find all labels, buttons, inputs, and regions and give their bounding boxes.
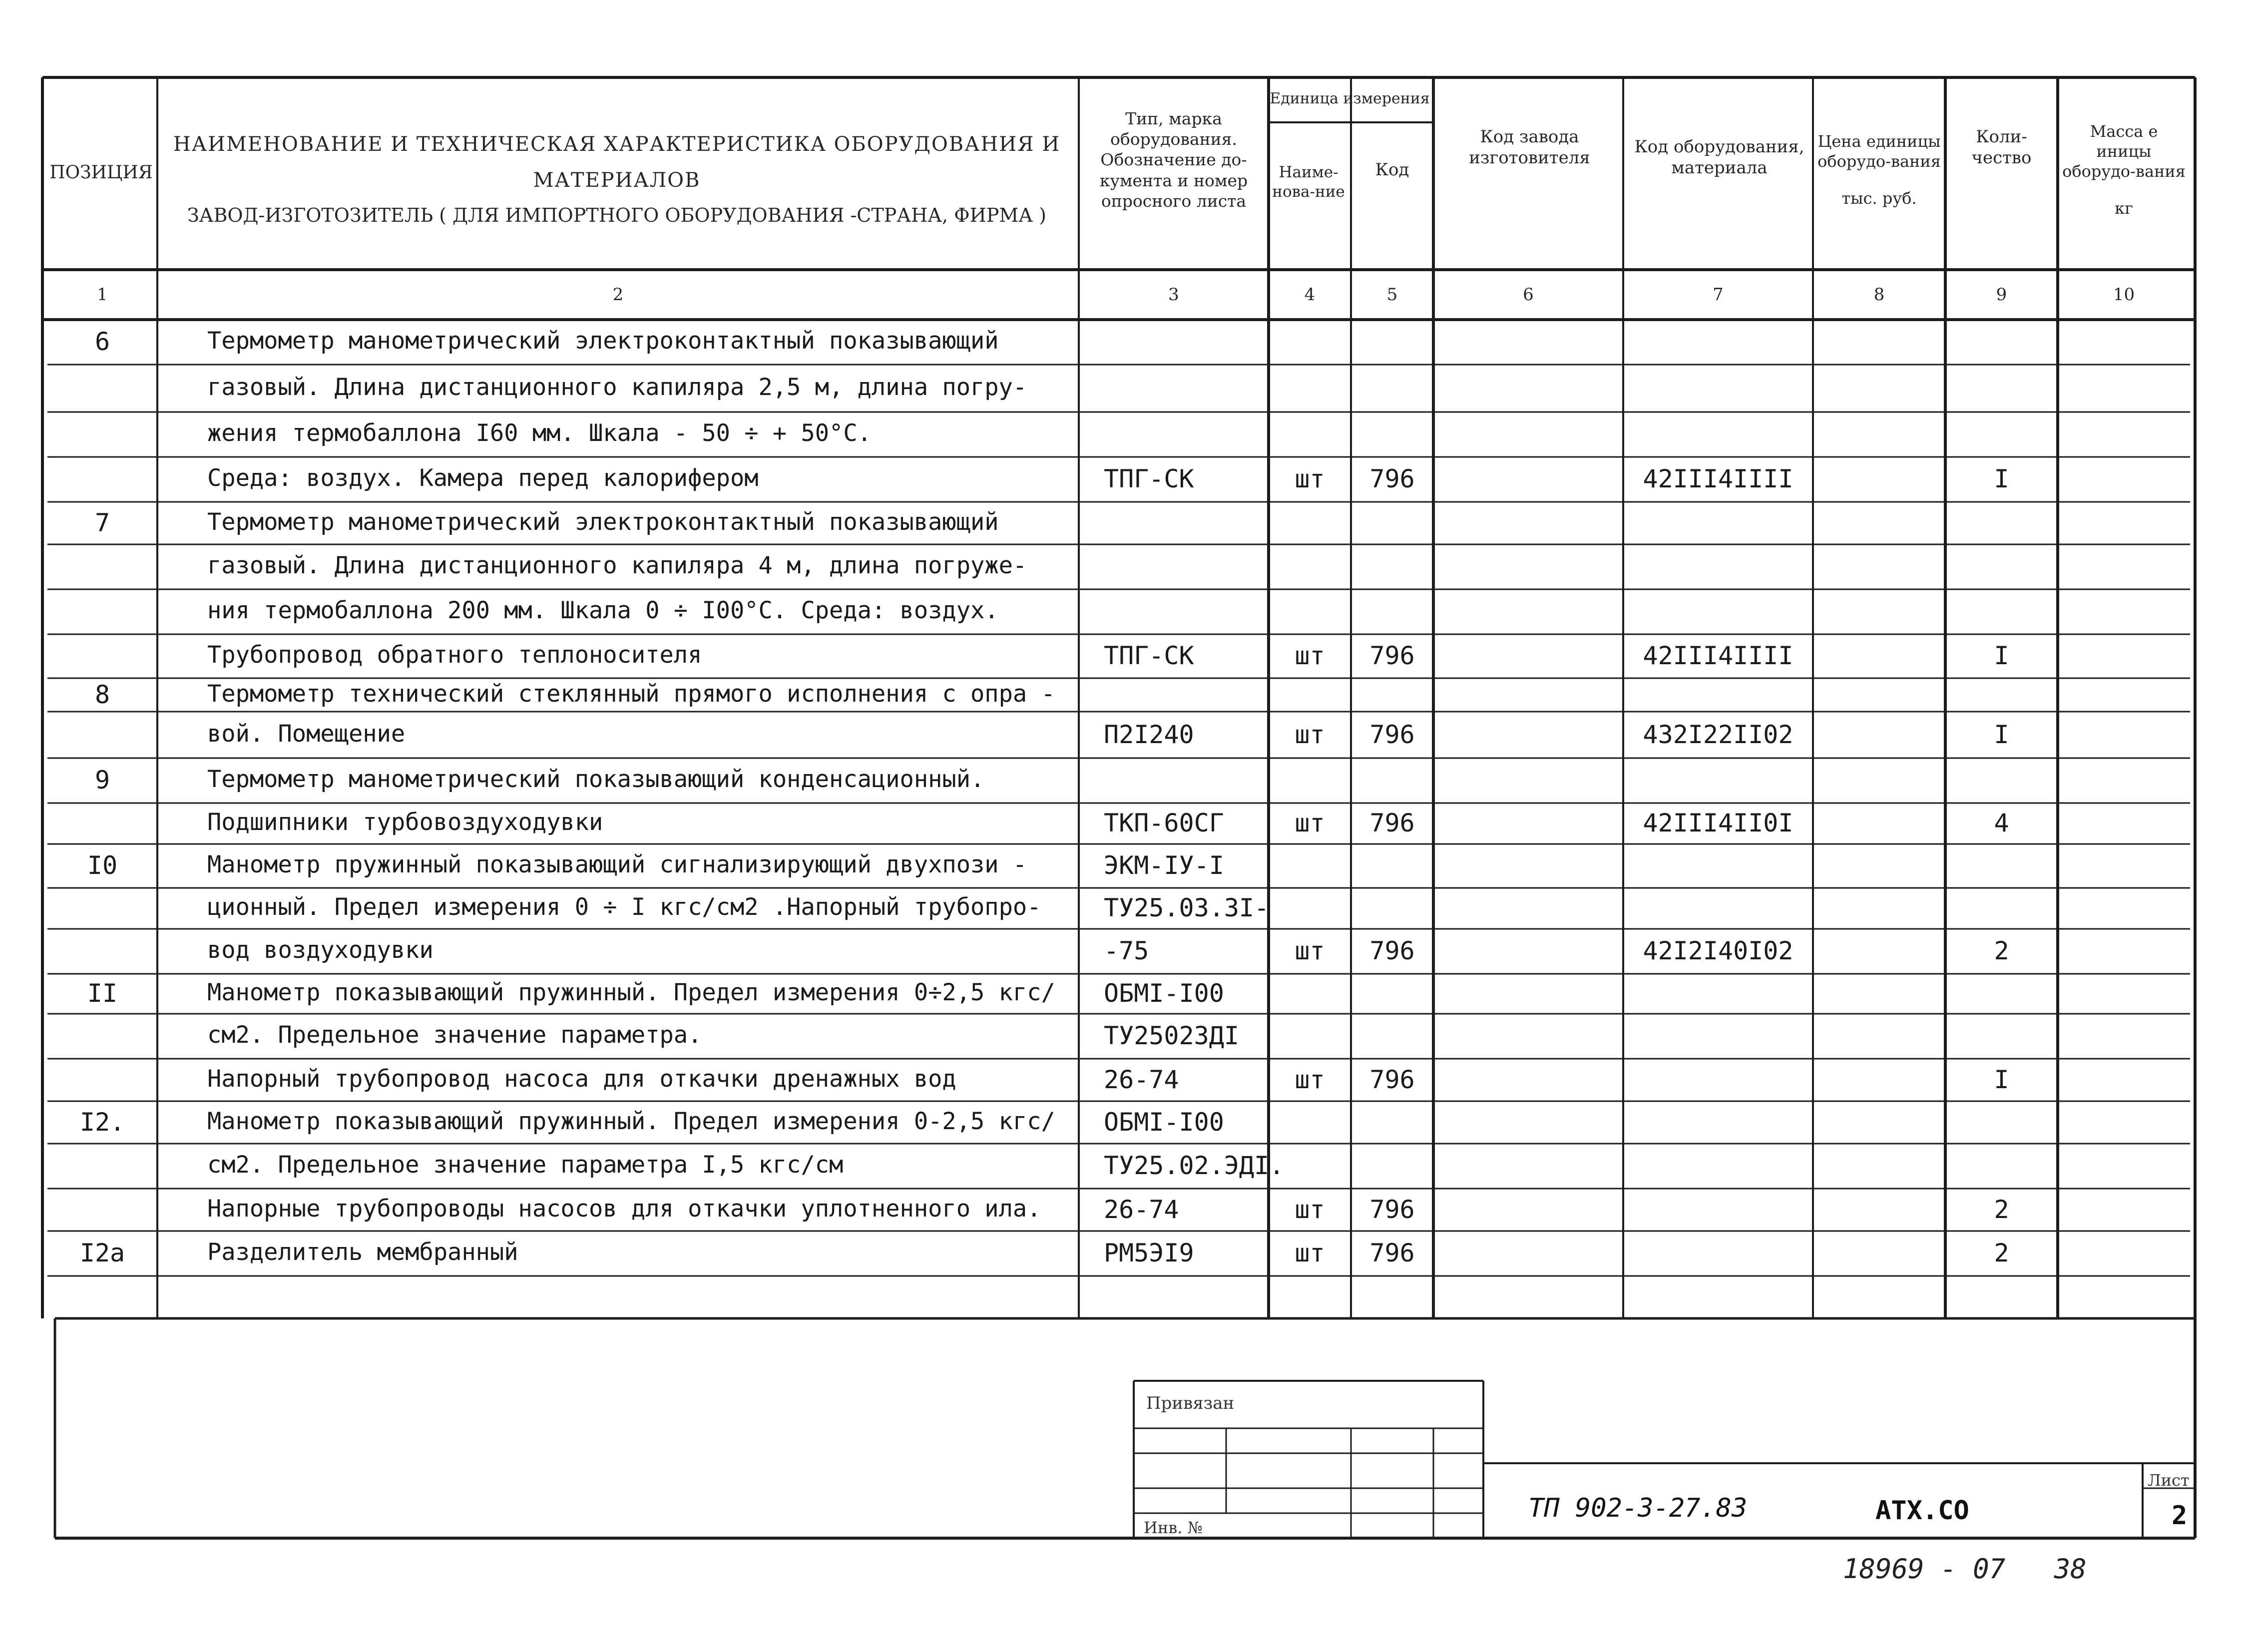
row-16-name: см2. Предельное значение параметра. [207, 1021, 702, 1049]
row-3-name: Среда: воздух. Камера перед калорифером [207, 464, 759, 492]
column-number-7: 7 [1713, 284, 1724, 305]
column-number-4: 4 [1304, 284, 1316, 305]
row-7-type: ТПГ-СК [1104, 641, 1194, 670]
column-number-2: 2 [612, 284, 624, 305]
header-item-code: Код оборудования, материала [1634, 136, 1804, 178]
row-14-name: вод воздуходувки [207, 936, 434, 964]
row-14-code: 796 [1369, 936, 1415, 965]
header-mass [2060, 95, 2188, 245]
header-quantity: Коли-чество [1971, 126, 2032, 168]
row-3-item-code: 42III4IIII [1643, 464, 1793, 493]
row-15-name: Манометр показывающий пружинный. Предел измерения 0÷2,5 кгс/ [207, 979, 1055, 1006]
document-code: АТХ.СО [1875, 1496, 1969, 1526]
row-18-type: ОБМI-I00 [1104, 1107, 1224, 1137]
row-8-pos: 8 [94, 680, 110, 709]
row-9-unit: шт [1295, 720, 1325, 749]
column-number-9: 9 [1996, 284, 2007, 305]
row-7-name: Трубопровод обратного теплоносителя [207, 641, 702, 669]
row-19-type: ТУ25.02.ЭДI. [1104, 1151, 1285, 1180]
row-21-name: Разделитель мембранный [207, 1239, 518, 1266]
row-14-type: -75 [1104, 936, 1149, 965]
row-12-name: Манометр пружинный показывающий сигнализирующий двухпози - [207, 851, 1027, 878]
sheet-label: Лист [2148, 1471, 2190, 1490]
row-20-unit: шт [1295, 1195, 1325, 1224]
header-unit-code: Код [1375, 159, 1409, 180]
row-7-code: 796 [1369, 641, 1415, 670]
header-price [1815, 95, 1943, 245]
privyazan-label: Привязан [1146, 1393, 1235, 1413]
row-11-qty: 4 [1994, 809, 2009, 837]
column-number-5: 5 [1386, 284, 1398, 305]
row-1-name: газовый. Длина дистанционного капиляра 2,5 м, длина погру- [207, 373, 1027, 401]
row-11-name: Подшипники турбовоздуходувки [207, 809, 603, 836]
row-0-pos: 6 [94, 327, 110, 356]
row-11-type: ТКП-60СГ [1104, 809, 1224, 837]
row-20-code: 796 [1369, 1195, 1415, 1224]
row-9-name: вой. Помещение [207, 720, 406, 748]
sheet-number: 2 [2172, 1501, 2188, 1531]
header-name-line2: МАТЕРИАЛОВ [533, 169, 701, 192]
row-11-code: 796 [1369, 809, 1415, 837]
row-17-type: 26-74 [1104, 1065, 1179, 1094]
row-15-pos: II [87, 979, 118, 1008]
row-10-pos: 9 [94, 766, 110, 795]
row-11-item-code: 42III4II0I [1643, 809, 1793, 837]
row-16-type: ТУ25023ДI [1104, 1021, 1239, 1050]
row-20-name: Напорные трубопроводы насосов для откачки уплотненного ила. [207, 1195, 1041, 1223]
row-21-code: 796 [1369, 1239, 1415, 1267]
row-19-name: см2. Предельное значение параметра I,5 кгс/см [207, 1151, 844, 1179]
row-18-pos: I2. [79, 1107, 125, 1137]
document-number: ТП 902-3-27.83 [1528, 1493, 1748, 1523]
archive-number: 18969 - 07 38 [1843, 1553, 2087, 1585]
row-3-type: ТПГ-СК [1104, 464, 1194, 493]
header-units-group: Единица измерения [1270, 90, 1430, 108]
row-6-name: ния термобаллона 200 мм. Шкала 0 ÷ I00°С. Среда: воздух. [207, 597, 999, 624]
row-13-name: ционный. Предел измерения 0 ÷ I кгс/см2 .Напорный трубопро- [207, 893, 1041, 921]
row-13-type: ТУ25.03.3I- [1104, 893, 1270, 922]
row-12-type: ЭКМ-IУ-I [1104, 851, 1224, 880]
header-name [157, 115, 1076, 245]
row-21-type: РМ5ЭI9 [1104, 1239, 1194, 1267]
row-0-name: Термометр манометрический электроконтактный показывающий [207, 327, 999, 355]
row-21-unit: шт [1295, 1239, 1325, 1267]
column-number-10: 10 [2113, 284, 2135, 305]
row-3-qty: I [1994, 464, 2009, 493]
row-9-item-code: 432I22II02 [1643, 720, 1793, 749]
row-17-unit: шт [1295, 1065, 1325, 1094]
header-mass-unit: кг [2115, 199, 2133, 218]
row-10-name: Термометр манометрический показывающий конденсационный. [207, 766, 985, 793]
row-5-name: газовый. Длина дистанционного капиляра 4 м, длина погруже- [207, 552, 1027, 579]
row-17-qty: I [1994, 1065, 2009, 1094]
row-7-qty: I [1994, 641, 2009, 670]
row-14-item-code: 42I2I40I02 [1643, 936, 1793, 965]
column-number-1: 1 [97, 284, 108, 305]
column-number-8: 8 [1873, 284, 1885, 305]
row-12-pos: I0 [87, 851, 118, 880]
row-9-code: 796 [1369, 720, 1415, 749]
row-17-name: Напорный трубопровод насоса для откачки дренажных вод [207, 1065, 956, 1093]
header-type: Тип, марка оборудования. Обозначение до-кумента и номер опросного листа [1099, 108, 1248, 211]
row-17-code: 796 [1369, 1065, 1415, 1094]
row-9-type: П2I240 [1104, 720, 1194, 749]
row-8-name: Термометр технический стеклянный прямого исполнения с опра - [207, 680, 1055, 708]
header-price-text: Цена единицы оборудо-вания [1817, 132, 1941, 171]
row-11-unit: шт [1295, 809, 1325, 837]
header-price-unit: тыс. руб. [1841, 189, 1917, 208]
header-factory-code: Код завода изготовителя [1469, 126, 1590, 168]
row-9-qty: I [1994, 720, 2009, 749]
row-4-pos: 7 [94, 508, 110, 537]
header-unit-name: Наиме-нова-ние [1272, 163, 1345, 201]
row-4-name: Термометр манометрический электроконтактный показывающий [207, 508, 999, 536]
header-position: ПОЗИЦИЯ [49, 162, 153, 183]
row-21-qty: 2 [1994, 1239, 2009, 1267]
row-2-name: жения термобаллона I60 мм. Шкала - 50 ÷ + 50°С. [207, 419, 872, 447]
row-14-unit: шт [1295, 936, 1325, 965]
inv-label: Инв. № [1144, 1518, 1203, 1537]
column-number-3: 3 [1168, 284, 1179, 305]
row-20-type: 26-74 [1104, 1195, 1179, 1224]
row-7-unit: шт [1295, 641, 1325, 670]
row-20-qty: 2 [1994, 1195, 2009, 1224]
row-15-type: ОБМI-I00 [1104, 979, 1224, 1008]
row-18-name: Манометр показывающий пружинный. Предел измерения 0-2,5 кгс/ [207, 1107, 1055, 1135]
row-3-code: 796 [1369, 464, 1415, 493]
row-3-unit: шт [1295, 464, 1325, 493]
column-number-6: 6 [1523, 284, 1534, 305]
header-mass-text: Масса е иницы оборудо-вания [2062, 122, 2186, 181]
row-14-qty: 2 [1994, 936, 2009, 965]
row-21-pos: I2а [79, 1239, 125, 1267]
row-7-item-code: 42III4IIII [1643, 641, 1793, 670]
header-name-line3: ЗАВОД-ИЗГОТОЗИТЕЛЬ ( ДЛЯ ИМПОРТНОГО ОБОРУДОВАНИЯ -СТРАНА, ФИРМА ) [187, 204, 1046, 227]
header-name-line1: НАИМЕНОВАНИЕ И ТЕХНИЧЕСКАЯ ХАРАКТЕРИСТИКА ОБОРУДОВАНИЯ И [173, 133, 1061, 156]
